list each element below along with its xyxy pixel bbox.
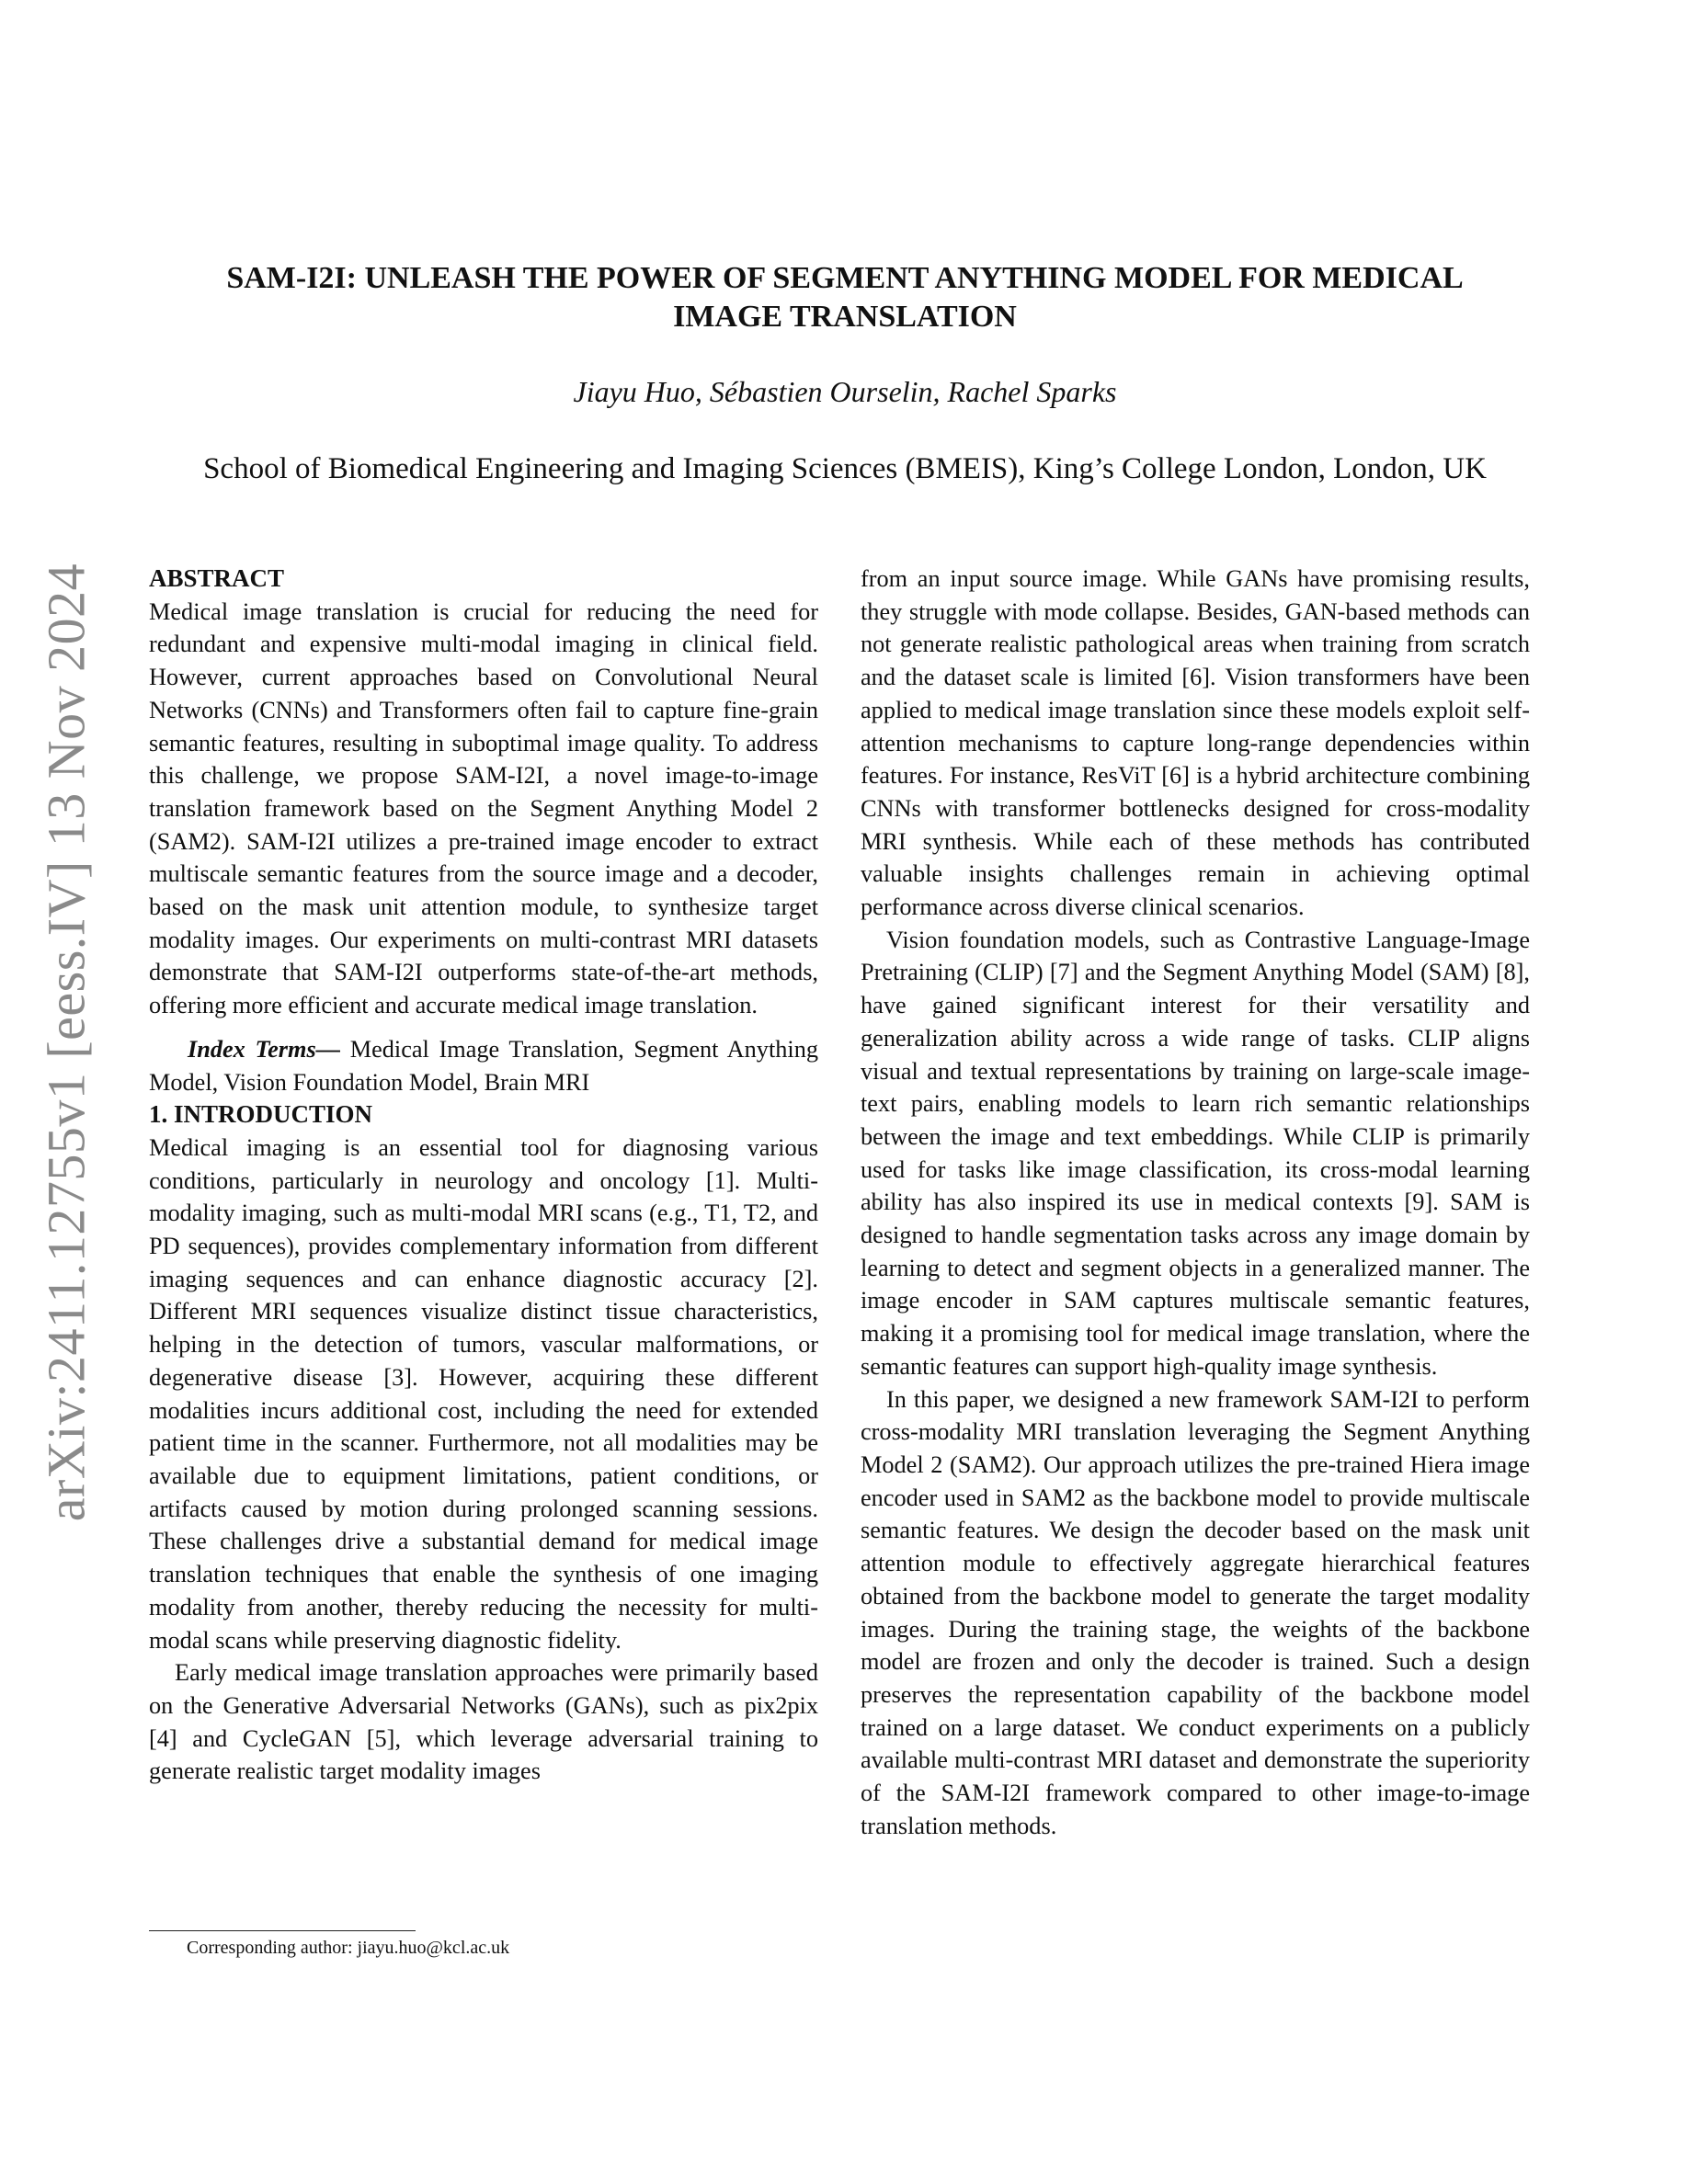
corresponding-author-footnote: Corresponding author: jiayu.huo@kcl.ac.uk bbox=[187, 1938, 510, 1958]
introduction-heading: 1. INTRODUCTION bbox=[149, 1100, 373, 1129]
paper-title bbox=[147, 259, 1543, 336]
index-terms-label: Index Terms— bbox=[188, 1035, 341, 1063]
intro-paragraph-3: Vision foundation models, such as Contrastive Language-Image Pretraining (CLIP) [7] and the Segment Anything Model (SAM) [8], have gained significant interest for their versatility and generalization ability across a wide range of tasks. CLIP aligns visual and textual representations by training on large-scale image-text pairs, enabling models to learn rich semantic relationships between the image and text embeddings. While CLIP is primarily used for tasks like image classification, its cross-modal learning ability has also inspired its use in medical contexts [9]. SAM is designed to handle segmentation tasks across any image domain by learning to detect and segment objects in a generalized manner. The image encoder in SAM captures multiscale semantic features, making it a promising tool for medical image translation, where the semantic features can support high-quality image synthesis. bbox=[861, 926, 1530, 1380]
intro-paragraph-2-continued: from an input source image. While GANs have promising results, they struggle with mode collapse. Besides, GAN-based methods can not generate realistic pathological areas when training from scratch and the dataset scale is limited [6]. Vision transformers have been applied to medical image translation since these models exploit self-attention mechanisms to capture long-range dependencies within features. For instance, ResViT [6] is a hybrid architecture combining CNNs with transformer bottlenecks designed for cross-modality MRI synthesis. While each of these methods has contributed valuable insights challenges remain in achieving optimal performance across diverse clinical scenarios. bbox=[861, 565, 1530, 921]
index-terms bbox=[149, 1033, 818, 1098]
left-column bbox=[149, 563, 818, 1788]
paper-title-line-2: IMAGE TRANSLATION bbox=[673, 300, 1017, 334]
abstract-body: Medical image translation is crucial for reducing the need for redundant and expensive multi-modal imaging in clinical field. However, current approaches based on Convolutional Neural Networks (CNNs) and Transformers often fail to capture fine-grain semantic features, resulting in suboptimal image quality. To address this challenge, we propose SAM-I2I, a novel image-to-image translation framework based on the Segment Anything Model 2 (SAM2). SAM-I2I utilizes a pre-trained image encoder to extract multiscale semantic features from the source image and a decoder, based on the mask unit attention module, to synthesize target modality images. Our experiments on multi-contrast MRI datasets demonstrate that SAM-I2I outperforms state-of-the-art methods, offering more efficient and accurate medical image translation. bbox=[149, 597, 818, 1019]
index-terms-text: Medical Image Translation, Segment Anything Model, Vision Foundation Model, Brain MRI bbox=[149, 1035, 819, 1096]
author-list: Jiayu Huo, Sébastien Ourselin, Rachel Sparks bbox=[573, 375, 1117, 408]
intro-paragraph-4: In this paper, we designed a new framework SAM-I2I to perform cross-modality MRI translation leveraging the Segment Anything Model 2 (SAM2). Our approach utilizes the pre-trained Hiera image encoder used in SAM2 as the backbone model to provide multiscale semantic features. We design the decoder based on the mask unit attention module to effectively aggregate hierarchical features obtained from the backbone model to generate the target modality images. During the training stage, the weights of the backbone model are frozen and only the decoder is trained. Such a design preserves the representation capability of the backbone model trained on a large dataset. We conduct experiments on a publicly available multi-contrast MRI dataset and demonstrate the superiority of the SAM-I2I framework compared to other image-to-image translation methods. bbox=[861, 1385, 1530, 1839]
footnote-divider bbox=[149, 1930, 416, 1931]
arxiv-identifier-stamp: arXiv:2411.12755v1 [eess.IV] 13 Nov 2024 bbox=[36, 563, 97, 1522]
intro-paragraph-1: Medical imaging is an essential tool for diagnosing various conditions, particularly in neurology and oncology [1]. Multi-modality imaging, such as multi-modal MRI scans (e.g., T1, T2, and PD sequences), provides complementary information from different imaging sequences and can enhance diagnostic accuracy [2]. Different MRI sequences visualize distinct tissue characteristics, helping in the detection of tumors, vascular malformations, or degenerative disease [3]. However, acquiring these different modalities incurs additional cost, including the need for extended patient time in the scanner. Furthermore, not all modalities may be available due to equipment limitations, patient conditions, or artifacts caused by motion during prolonged scanning sessions. These challenges drive a substantial demand for medical image translation techniques that enable the synthesis of one imaging modality from another, thereby reducing the necessity for multi-modal scans while preserving diagnostic fidelity. bbox=[149, 1133, 818, 1654]
right-column bbox=[861, 563, 1530, 1842]
affiliation: School of Biomedical Engineering and Imaging Sciences (BMEIS), King’s College London, London, UK bbox=[203, 452, 1487, 485]
paper-title-line-1: SAM-I2I: UNLEASH THE POWER OF SEGMENT ANYTHING MODEL FOR MEDICAL bbox=[226, 261, 1464, 295]
intro-paragraph-2: Early medical image translation approaches were primarily based on the Generative Adversarial Networks (GANs), such as pix2pix [4] and CycleGAN [5], which leverage adversarial training to generate realistic target modality images bbox=[149, 1659, 818, 1785]
abstract-heading: ABSTRACT bbox=[149, 564, 285, 592]
